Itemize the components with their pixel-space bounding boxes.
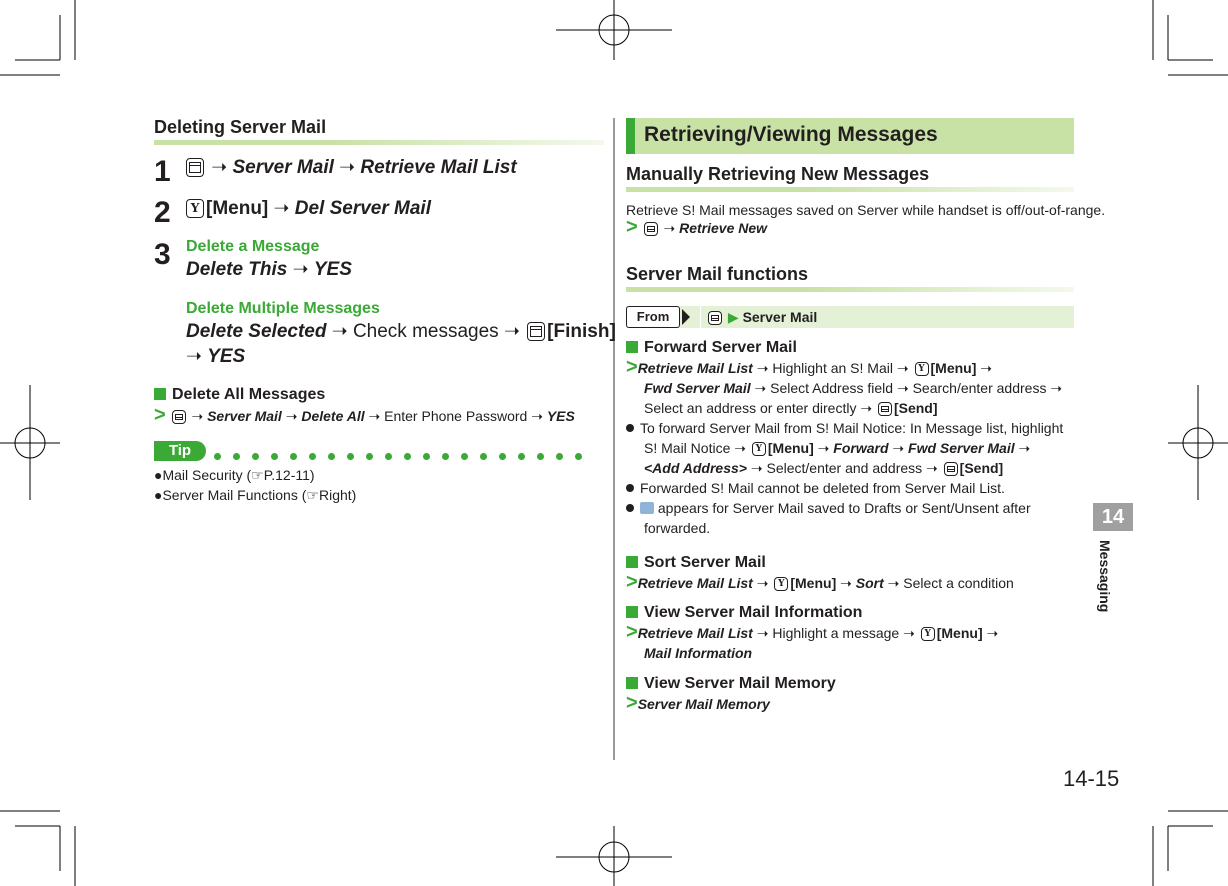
yahoo-key-icon: Y	[752, 442, 766, 456]
reference-icon: ☞	[251, 467, 264, 483]
deleting-heading: Deleting Server Mail	[154, 117, 327, 137]
chevron-right-icon: >	[626, 621, 638, 643]
reference-icon: ☞	[306, 487, 319, 503]
chapter-tab: 14	[1093, 503, 1133, 531]
banner: Retrieving/Viewing Messages	[626, 118, 1074, 154]
chevron-right-icon: >	[626, 692, 638, 714]
step-1-text: ➝ Server Mail ➝ Retrieve Mail List	[184, 156, 517, 179]
step-3-opt1: Delete a Message Delete This ➝ YES	[186, 238, 352, 280]
square-bullet-icon	[626, 341, 638, 353]
step-2-text: Y [Menu] ➝ Del Server Mail	[184, 197, 431, 220]
square-bullet-icon	[626, 606, 638, 618]
arrow-right-icon	[682, 309, 690, 325]
memory-section: View Server Mail Memory >Server Mail Memory	[626, 675, 836, 714]
mail-key-icon	[527, 322, 545, 341]
mail-key-icon	[644, 222, 658, 236]
delete-all-section: Delete All Messages > ➝ Server Mail ➝ Delete All ➝ Enter Phone Password ➝ YES	[154, 386, 575, 426]
from-label: From	[626, 306, 680, 328]
yahoo-key-icon: Y	[921, 627, 935, 641]
sort-section: Sort Server Mail >Retrieve Mail List ➝ Y [Menu] ➝ Sort ➝ Select a condition	[626, 554, 1014, 593]
chapter-label: Messaging	[1097, 540, 1113, 613]
yahoo-key-icon: Y	[915, 362, 929, 376]
heading-underline	[154, 140, 604, 145]
tip-item: ●Server Mail Functions (☞Right)	[154, 487, 357, 503]
square-bullet-icon	[626, 677, 638, 689]
mail-key-icon	[944, 462, 958, 476]
mail-key-icon	[878, 402, 892, 416]
chevron-right-icon: >	[626, 216, 638, 238]
step-1	[154, 155, 171, 189]
chevron-right-icon: >	[154, 404, 166, 426]
tip-item: ●Mail Security (☞P.12-11)	[154, 467, 315, 483]
page-number: 14-15	[1063, 766, 1120, 791]
step-3-opt2: Delete Multiple Messages Delete Selected ➝ Check messages ➝ [Finish] ➝ YES	[186, 300, 616, 367]
square-bullet-icon	[154, 388, 166, 400]
step-2: 2	[154, 196, 171, 229]
mail-key-icon	[172, 410, 186, 424]
from-bar: From ▶ Server Mail	[626, 306, 1074, 328]
tip-items	[154, 465, 356, 505]
forward-section: Forward Server Mail >Retrieve Mail List ➝ Highlight an S! Mail ➝ Y [Menu] ➝ Fwd Server Mail ➝ Select Address field ➝ Search/enter address ➝ Select an address or enter directly ➝ [Send] To forward Server Mail from S! Mail Notice: In Message list, highlight S! Mail Notice ➝ Y [Menu] ➝ Forward ➝ Fwd Server Mail ➝ <Add Address> ➝ Select/enter and address ➝ [Send] Forwarded S! Mail cannot be deleted from Server Mail List. appears for Server Mail saved to Drafts or Sent/Unsent after forwarded.	[626, 339, 1064, 536]
info-section: View Server Mail Information >Retrieve Mail List ➝ Highlight a message ➝ Y [Menu] ➝ Mail Information	[626, 604, 999, 661]
chevron-right-icon: >	[626, 571, 638, 593]
square-bullet-icon	[626, 556, 638, 568]
yahoo-key-icon: Y	[774, 577, 788, 591]
manual-section: Manually Retrieving New Messages Retrieve S! Mail messages saved on Server while handset is off/out-of-range. > ➝ Retrieve New	[626, 164, 1106, 238]
mail-key-icon	[186, 158, 204, 177]
functions-section: Server Mail functions	[626, 264, 1074, 292]
mail-key-icon	[708, 311, 722, 325]
yahoo-key-icon: Y	[186, 199, 204, 218]
step-3: 3	[154, 238, 171, 271]
left-column	[154, 117, 604, 145]
forwarded-mail-icon	[640, 502, 654, 514]
chevron-right-icon: >	[626, 356, 638, 378]
tip-bar	[154, 441, 604, 461]
triangle-right-icon: ▶	[727, 309, 739, 325]
step-number: 1	[154, 155, 171, 188]
tip-label: Tip	[154, 441, 206, 461]
tip-dots	[214, 447, 594, 465]
